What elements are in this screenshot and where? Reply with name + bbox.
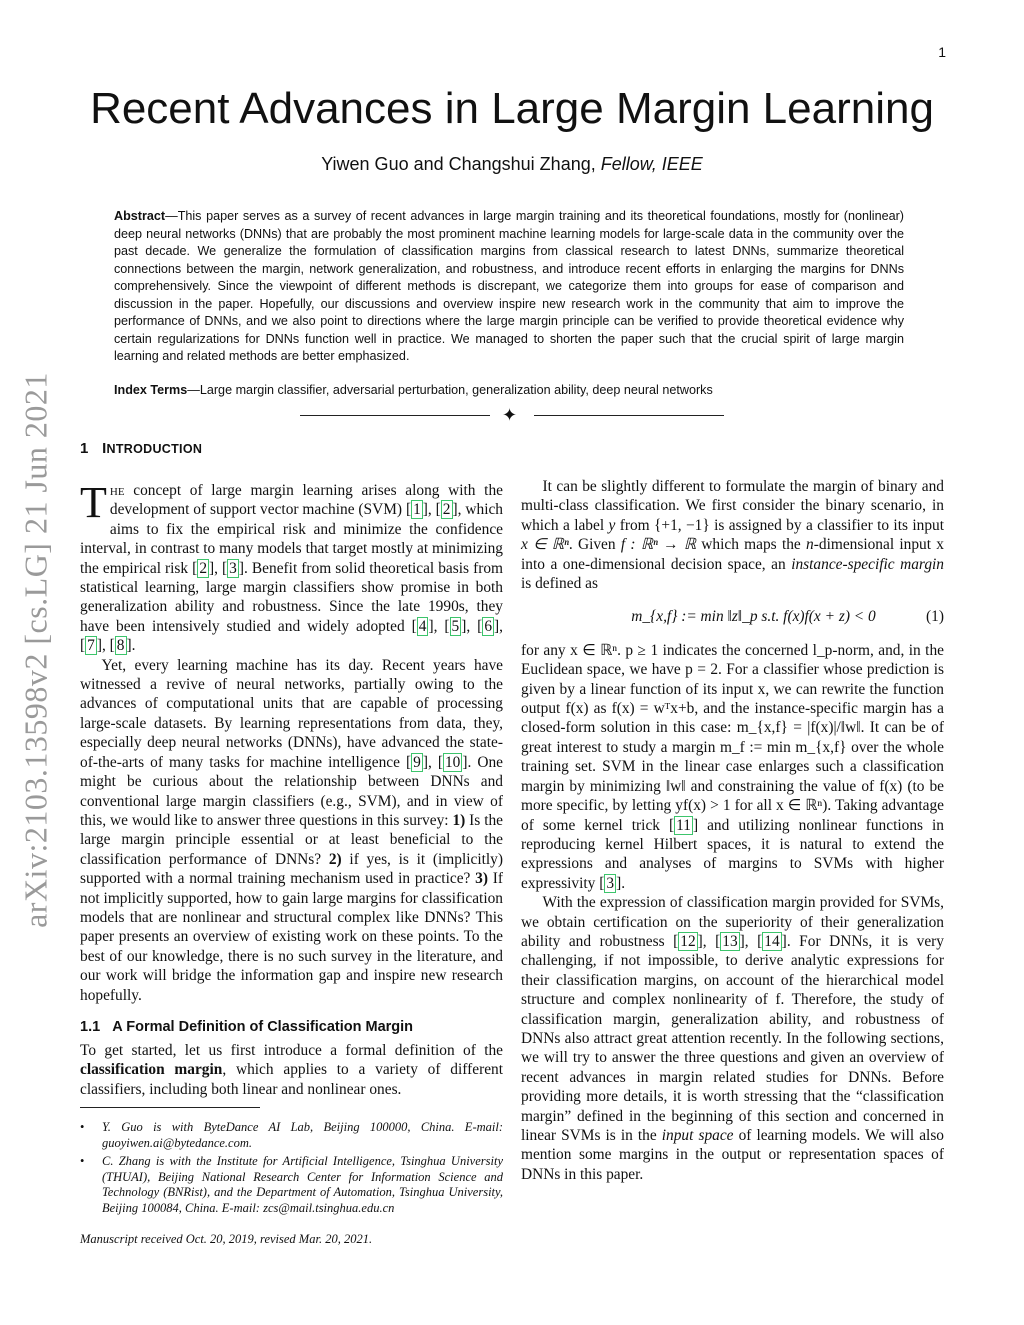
- intro-paragraph-1: The concept of large margin learning arises along with the development of support vector machine (SVM) [ 1 ], [ 2 ], which aims to fix the empirical risk and minimize the confidence interval, in contrast to many models that target mostly at minimizing the empirical risk [ 2 ], [ 3 ]. Benefit from solid theoretical basis from statistical learning, large margin classifiers show promise in both generalization ability and robustness. Since the late 1990s, they have been intensively studied and widely adopted [ 4 ], [ 5 ], [ 6 ], [ 7 ], [ 8 ].: [80, 478, 503, 655]
- citation-link[interactable]: 10: [444, 753, 461, 771]
- intro-paragraph-2: Yet, every learning machine has its day. Recent years have witnessed a revive of neural networks, partially owing to the advances of computational units that are capable of processing large-scale datasets. By learning representations from data, they, especially deep neural networks (DNNs), have advanced the state-of-the-arts of many tasks for machine intelligence [ 9 ], [ 10 ]. One might be curious about the relationship between DNNs and conventional large margin classifiers (e.g., SVM), and in view of this, we would like to answer three questions in this survey: 1) Is the large margin principle essential or at least beneficial to the classification performance of DNNs? 2) if yes, is it (implicitly) supported with a normal training mechanism used in practice? 3) If not implicitly supported, how to gain large margins for classification models that are nonlinear and structural complex like DNNs? This paper presents an overview of existing work on these points. To the best of our knowledge, there is no such survey in the literature, and our work will bridge the information gap and inspire new research hopefully.: [80, 656, 504, 1004]
- citation-link[interactable]: 6: [484, 617, 493, 635]
- citation-link[interactable]: 12: [680, 932, 696, 950]
- citation-link[interactable]: 8: [116, 637, 125, 655]
- page-number: 1: [938, 44, 946, 60]
- citation-link[interactable]: 3: [606, 874, 615, 892]
- margin-paragraph-3: With the expression of classification margin provided for SVMs, we obtain certification on the superiority of their generalization ability and robustness [ 12 ], [ 13 ], [ 14 ]. For DNNs, it is very challenging, if not impossible, to derive analytic expressions for their classification margins, on account of the hierarchical model structure and complex nonlinearity of f. Therefore, the study of classification margin, generalization ability, and robustness of DNNs also attract great attention recently. In the following sections, we will try to answer the three questions and given an overview of recent advances in margin related studies for DNNs. Before providing more details, it is worth stressing that the “classification margin” defined in the beginning of this section and concerned in linear SVMs is in the input space of learning models. We will also mention some margins in the output or representation spaces of DNNs in this paper.: [521, 894, 945, 1183]
- right-column: [521, 477, 944, 1184]
- author-affiliation: Fellow, IEEE: [600, 154, 703, 174]
- index-terms: [114, 382, 904, 399]
- index-terms-label: Index Terms: [114, 383, 188, 397]
- footnote-rule: [80, 1107, 260, 1108]
- citation-link[interactable]: 13: [722, 932, 738, 950]
- footnotes: [80, 1120, 503, 1247]
- arxiv-identifier[interactable]: arXiv:2103.13598v2 [cs.LG] 21 Jun 2021: [17, 372, 54, 928]
- margin-paragraph-1: It can be slightly different to formulate the margin of binary and multi-class classification. We first consider the binary scenario, in which a label y from {+1, −1} is assigned by a classifier to its input x ∈ ℝⁿ. Given f : ℝⁿ → ℝ which maps the n-dimensional input x into a one-dimensional decision space, an instance-specific margin is defined as: [521, 478, 945, 593]
- citation-link[interactable]: 14: [764, 932, 780, 950]
- separator-line-left: [300, 415, 490, 416]
- citation-link[interactable]: 5: [451, 617, 460, 635]
- section-heading-introduction: 1 INTRODUCTION: [80, 440, 203, 457]
- citation-link[interactable]: 4: [418, 617, 427, 635]
- footnote-item: • Y. Guo is with ByteDance AI Lab, Beijing 100000, China. E-mail: guoyiwen.ai@bytedance.com.: [80, 1120, 503, 1150]
- citation-link[interactable]: 7: [87, 637, 95, 655]
- paper-title: Recent Advances in Large Margin Learning: [90, 84, 934, 133]
- equation-formula: m_{x,f} := min ‖z‖_p s.t. f(x)f(x + z) < 0: [631, 608, 876, 626]
- citation-link[interactable]: 9: [413, 753, 421, 771]
- abstract-label: Abstract: [114, 209, 166, 223]
- citation-link[interactable]: 2: [199, 559, 208, 577]
- author-names: Yiwen Guo and Changshui Zhang,: [321, 154, 596, 174]
- abstract-text: —This paper serves as a survey of recent advances in large margin training and its theoretical foundations, mostly for (nonlinear) deep neural networks (DNNs) that are probably the most prominent machine learning models for large-scale data in the community over the past decade. We generalize the formulation of classification margins from classical research to latest DNNs, summarize theoretical connections between the margin, network generalization, and robustness, and introduce recent efforts in enlarging the margins for DNNs comprehensively. Since the viewpoint of different methods is discrepant, we categorize them into groups for ease of comparison and discussion in the paper. Hopefully, our discussions and overview inspire new research work in the community that aim to improve the performance of DNNs, and we also point to directions where the large margin principle can be verified to provide theoretical evidence why certain regularizations for DNNs function well in practice. We managed to shorten the paper such that the crucial spirit of large margin learning and related methods are better emphasized.: [114, 209, 904, 363]
- drop-cap: T: [80, 478, 107, 527]
- index-terms-text: —Large margin classifier, adversarial perturbation, generalization ability, deep neural networks: [187, 383, 713, 397]
- separator-line-right: [534, 415, 724, 416]
- footnote-item: • C. Zhang is with the Institute for Artificial Intelligence, Tsinghua University (THUAI), Beijing National Research Center for Information Science and Technology (BNRist), and the Department of Automation, Tsinghua University, Beijing 100084, China. E-mail: zcs@mail.tsinghua.edu.cn: [80, 1154, 503, 1215]
- equation-1: [521, 607, 944, 626]
- separator-diamond-icon: ✦: [502, 405, 518, 426]
- margin-paragraph-2: for any x ∈ ℝⁿ. p ≥ 1 indicates the concerned l_p-norm, and, in the Euclidean space, we have p = 2. For a classifier whose prediction is given by a linear function of its input x, we can rewrite the function output f(x) as f(x) = wᵀx+b, and the instance-specific margin has a closed-form solution in this case: m_{x,f} = |f(x)|/‖w‖. It can be of great interest to study a margin m_f := min m_{x,f} over the whole training set. SVM in the linear case enlarges such a classification margin by minimizing ‖w‖ and constraining the value of f(x) (to be more specific, by letting yf(x) > 1 for all x ∈ ℝⁿ). Taking advantage of some kernel trick [ 11 ] and utilizing nonlinear functions in reproducing kernel Hilbert spaces, it is natural to extend the expressions and analyses of margins to SVMs with higher expressivity [ 3 ].: [521, 641, 944, 892]
- section-separator: [300, 406, 724, 426]
- left-column: [80, 440, 503, 1247]
- equation-number: (1): [926, 608, 944, 626]
- manuscript-date: Manuscript received Oct. 20, 2019, revised Mar. 20, 2021.: [80, 1232, 373, 1247]
- subsection-heading: 1.1 A Formal Definition of Classification Margin: [80, 1018, 414, 1035]
- abstract: [114, 208, 904, 366]
- authors: [0, 154, 1024, 175]
- subsection-paragraph: To get started, let us first introduce a formal definition of the classification margin, which applies to a variety of different classifiers, including both linear and nonlinear ones.: [80, 1041, 504, 1098]
- citation-link[interactable]: 11: [676, 816, 691, 834]
- citation-link[interactable]: 2: [442, 501, 451, 519]
- citation-link[interactable]: 1: [413, 501, 421, 519]
- citation-link[interactable]: 3: [229, 559, 237, 577]
- arxiv-sidebar: [0, 0, 70, 1325]
